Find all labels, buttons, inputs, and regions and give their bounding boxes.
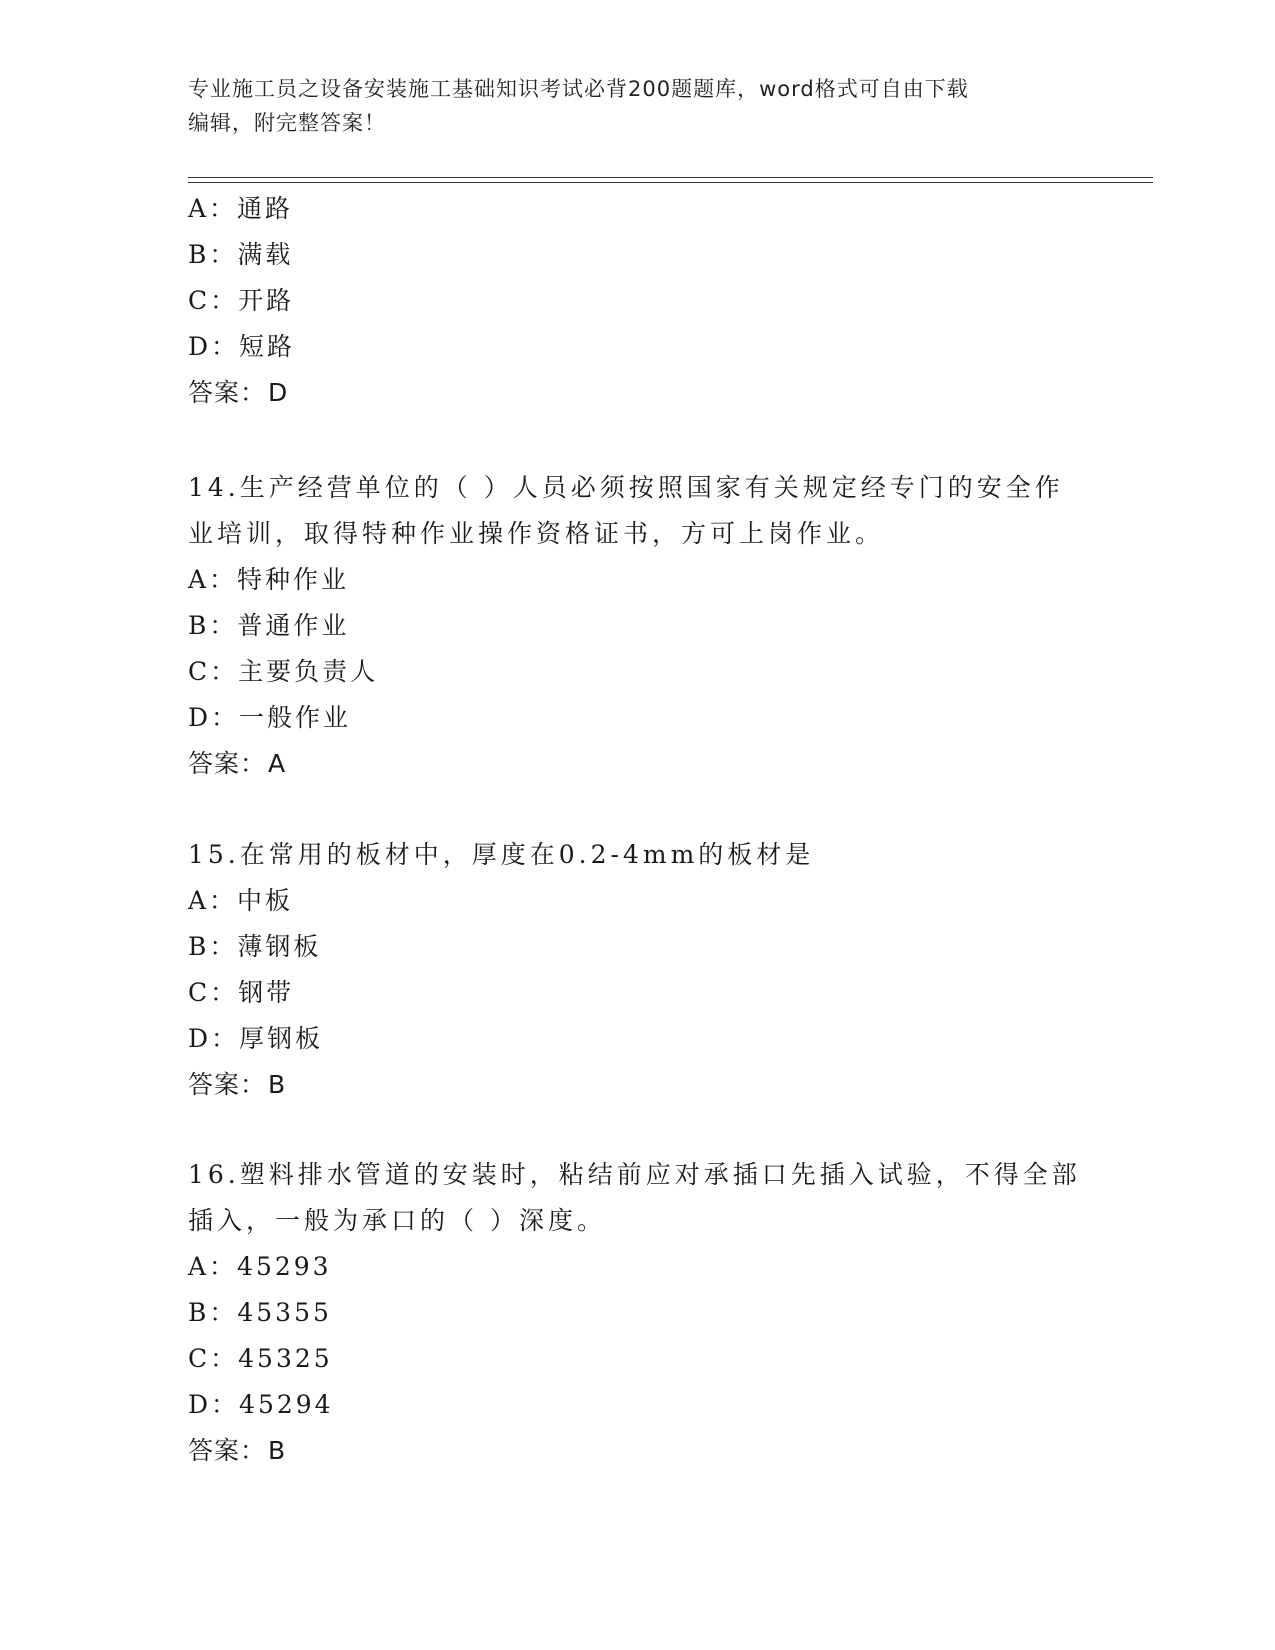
header-line-2: 编辑，附完整答案！ bbox=[188, 111, 386, 135]
answer-value: B bbox=[268, 1070, 287, 1099]
option-b: B：45355 bbox=[188, 1298, 332, 1327]
question-stem-line-1: 16.塑料排水管道的安装时，粘结前应对承插口先插入试验，不得全部 bbox=[188, 1160, 1081, 1189]
question-stem-line-1: 14.生产经营单位的（ ）人员必须按照国家有关规定经专门的安全作 bbox=[188, 473, 1064, 502]
question-16 bbox=[188, 1152, 1088, 1474]
answer-label: 答案： bbox=[188, 749, 267, 778]
option-d: D：一般作业 bbox=[188, 703, 352, 732]
question-stem-line-2: 插入，一般为承口的（ ）深度。 bbox=[188, 1206, 606, 1235]
answer-label: 答案： bbox=[188, 1070, 267, 1099]
answer-line bbox=[188, 741, 1088, 787]
answer-label: 答案： bbox=[188, 378, 267, 407]
option-a: A：45293 bbox=[188, 1252, 332, 1281]
option-b: B：薄钢板 bbox=[188, 932, 322, 961]
option-c: C：钢带 bbox=[188, 978, 295, 1007]
option-b: B：满载 bbox=[188, 240, 294, 269]
question-stem-line-2: 业培训，取得特种作业操作资格证书，方可上岗作业。 bbox=[188, 519, 885, 548]
header-line-1: 专业施工员之设备安装施工基础知识考试必背200题题库，word格式可自由下载 bbox=[188, 77, 969, 101]
question-stem-line-1: 15.在常用的板材中，厚度在0.2-4mm的板材是 bbox=[188, 840, 815, 869]
answer-value: B bbox=[268, 1436, 287, 1465]
answer-line bbox=[188, 1428, 1088, 1474]
option-c: C：开路 bbox=[188, 286, 295, 315]
option-a: A：特种作业 bbox=[188, 565, 350, 594]
document-header bbox=[188, 72, 1078, 140]
question-13 bbox=[188, 186, 1088, 416]
question-14 bbox=[188, 465, 1088, 787]
answer-value: A bbox=[268, 749, 287, 778]
option-c: C：主要负责人 bbox=[188, 657, 379, 686]
option-b: B：普通作业 bbox=[188, 611, 350, 640]
answer-line bbox=[188, 370, 1088, 416]
answer-line bbox=[188, 1062, 1088, 1108]
option-d: D：短路 bbox=[188, 332, 296, 361]
answer-value: D bbox=[268, 378, 289, 407]
option-a: A：中板 bbox=[188, 886, 294, 915]
option-d: D：厚钢板 bbox=[188, 1024, 324, 1053]
option-c: C：45325 bbox=[188, 1344, 333, 1373]
option-d: D：45294 bbox=[188, 1390, 334, 1419]
header-divider-top bbox=[188, 177, 1153, 178]
question-15 bbox=[188, 832, 1088, 1108]
answer-label: 答案： bbox=[188, 1436, 267, 1465]
header-divider-bottom bbox=[188, 182, 1153, 183]
option-a: A：通路 bbox=[188, 194, 294, 223]
